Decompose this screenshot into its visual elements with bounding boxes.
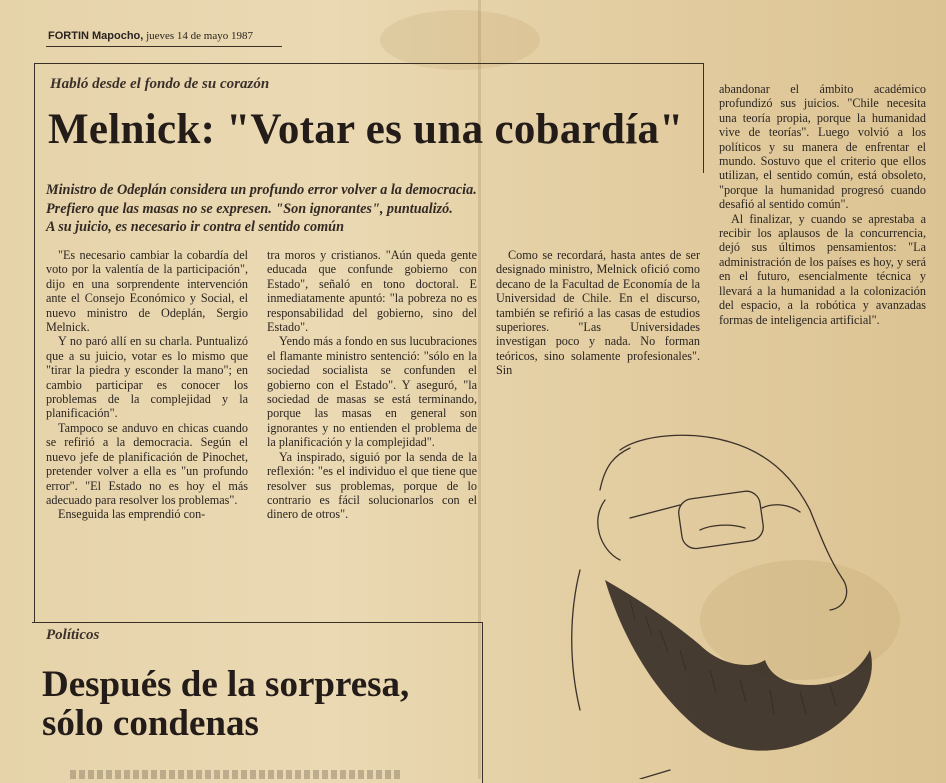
deck-line: Prefiero que las masas no se expresen. "Son ignorantes", puntualizó.: [46, 200, 453, 217]
masthead-name: FORTIN Mapocho,: [48, 30, 144, 42]
body-paragraph: Al finalizar, y cuando se aprestaba a recibir los aplausos de la concurrencia, dejó sus últimos pensamientos: "La administración de los países es hoy, y será en el futuro, esencialmente técnica y llevará a la humanidad a la colonización del espacio, a la robótica y avanzadas formas de inteligencia artificial".: [719, 211, 926, 327]
sketch-ear: [598, 500, 620, 560]
article-right-rule: [703, 63, 704, 173]
headline-line: Después de la sorpresa,: [42, 664, 410, 705]
body-paragraph: Enseguida las emprendió con-: [58, 507, 206, 522]
body-paragraph: Tampoco se anduvo en chicas cuando se refirió a la democracia. Según el nuevo jefe de planificación de Pinochet, pretender volver a ella es "un profundo error". "El Estado no es hoy el más adecuado para resolver los problemas".: [46, 420, 248, 507]
second-article-headline: [42, 665, 409, 743]
masthead-rule: [46, 46, 282, 47]
sketch-beard: [605, 580, 872, 751]
body-paragraph: Y no paró allí en su charla. Puntualizó que a su juicio, votar es lo mismo que "tirar la piedra y esconder la mano"; en cambio participar es conocer los problemas de la complejidad y la planificación".: [46, 334, 248, 421]
sketch-glasses-bridge: [762, 505, 800, 512]
body-column-4: [719, 82, 926, 327]
article-top-rule: [34, 63, 704, 64]
sketch-hair-outline: [620, 435, 810, 510]
body-paragraph: Yendo más a fondo en sus lucubraciones el flamante ministro sentenció: "sólo en la sociedad socialista se confunden el gobierno con el Estado". Y aseguró, "la sociedad de masas se está terminando, porque las masas en general son ignorantes y no entienden el problema de la planificación y la complejidad".: [267, 334, 477, 450]
article-kicker: Habló desde el fondo de su corazón: [50, 76, 270, 92]
article-headline: Melnick: "Votar es una cobardía": [48, 106, 684, 153]
deck-line: A su juicio, es necesario ir contra el sentido común: [46, 219, 344, 235]
paper-stain: [380, 10, 540, 70]
article-left-rule: [34, 63, 35, 622]
section-label: Políticos: [46, 627, 100, 643]
sketch-glasses-arm: [630, 505, 680, 518]
headline-line: sólo condenas: [42, 703, 259, 744]
masthead: [48, 30, 280, 42]
body-column-2: [267, 248, 477, 522]
sketch-cheek-line: [572, 570, 580, 710]
sketch-hair-outline: [600, 448, 630, 490]
body-column-3: [496, 248, 700, 378]
body-column-1: [46, 248, 248, 522]
body-paragraph: abandonar el ámbito académico profundizó sus juicios. "Chile necesita una teoría propia, porque la humanidad vive de teorías". Luego volvió a los políticos y su manera de enfrentar el mundo. Sostuvo que el criterio que ellos utilizan, el sentido común, está obsoleto, "porque la humanidad progresó cuando desafió al sentido común".: [719, 82, 926, 212]
portrait-sketch-image: [560, 430, 946, 779]
sketch-collar: [640, 770, 670, 779]
masthead-date: jueves 14 de mayo 1987: [146, 30, 254, 42]
article-deck: [46, 181, 646, 237]
deck-line: Ministro de Odeplán considera un profundo error volver a la democracia.: [46, 182, 477, 198]
sketch-nose: [810, 510, 847, 610]
body-paragraph: Como se recordará, hasta antes de ser designado ministro, Melnick ofició como decano de la Facultad de Economía de la Universidad de Chile. En el discurso, también se refirió a las casas de estudios superiores. "Las Universidades investigan poco y nada. No forman teóricos, sino solamente profesionales". Sin: [496, 248, 700, 378]
sketch-glasses-left: [677, 489, 765, 550]
body-paragraph: Ya inspirado, siguió por la senda de la reflexión: "es el individuo el que tiene que resolver sus problemas, porque de lo contrario es fácil solucionarlos con el dinero de otros".: [267, 449, 477, 522]
body-paragraph: tra moros y cristianos. "Aún queda gente educada que confunde gobierno con Estado", señaló en tono doctoral. E inmediatamente apuntó: "la pobreza no es responsabilidad del gobierno, sino del Estado".: [267, 248, 477, 335]
sketch-eye: [700, 525, 745, 530]
cut-off-byline: [70, 770, 400, 779]
body-paragraph: "Es necesario cambiar la cobardía del voto por la valentía de la participación", dijo en una sorprendente intervención ante el Consejo Económico y Social, el nuevo ministro de Odeplán, Sergio Melnick.: [46, 248, 248, 335]
